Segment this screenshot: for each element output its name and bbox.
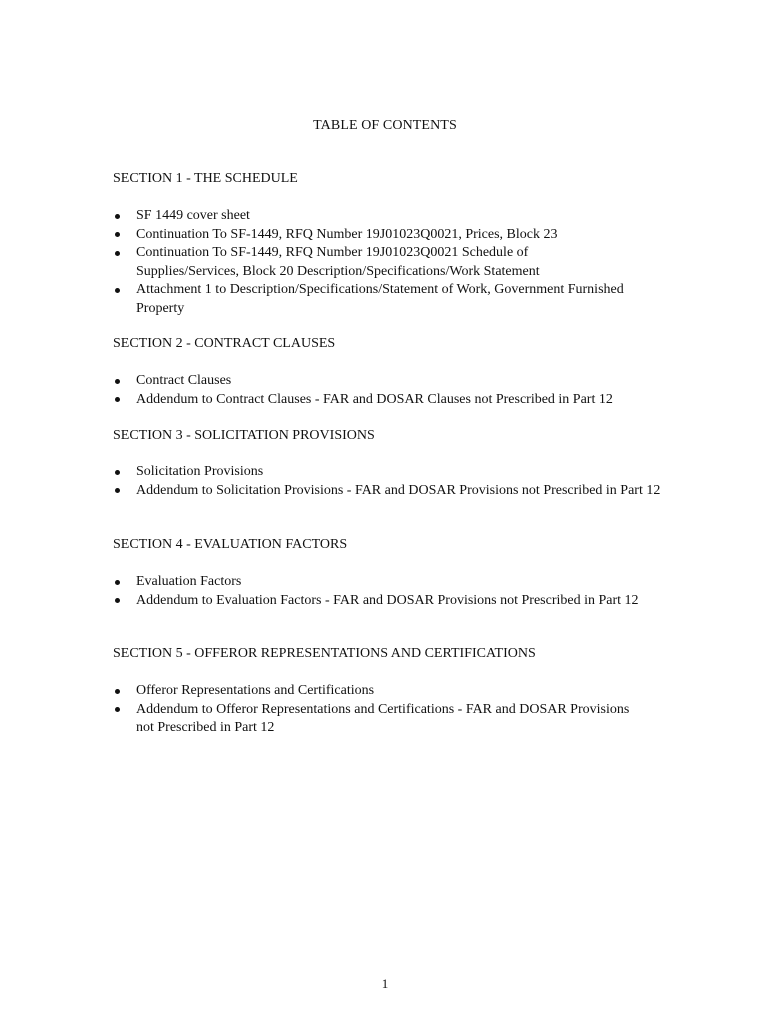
list-item <box>113 391 673 410</box>
section-heading-1: SECTION 1 - THE SCHEDULE <box>113 171 298 186</box>
page-number: 1 <box>381 976 389 991</box>
list-item-text: Addendum to Contract Clauses - FAR and DOSAR Clauses not Prescribed in Part 12 <box>136 391 613 407</box>
section-heading-3: SECTION 3 - SOLICITATION PROVISIONS <box>113 428 375 443</box>
list-item-text: SF 1449 cover sheet <box>136 208 250 223</box>
list-item-text: Addendum to Offeror Representations and Certifications - FAR and DOSAR Provisions not Prescribed in Part 12 <box>136 701 630 735</box>
list-item-text: Offeror Representations and Certifications <box>136 683 375 698</box>
bullet-icon <box>115 689 120 694</box>
section-heading-5: SECTION 5 - OFFEROR REPRESENTATIONS AND CERTIFICATIONS <box>113 646 536 661</box>
bullet-icon <box>115 214 120 219</box>
bullet-icon <box>115 488 120 493</box>
list-item-text: Attachment 1 to Description/Specifications/Statement of Work, Government Furnished Property <box>136 282 624 316</box>
list-item <box>113 281 626 318</box>
list-item <box>113 244 586 281</box>
list-item-text: Solicitation Provisions <box>136 464 264 479</box>
bullet-icon <box>115 379 120 384</box>
list-item <box>113 482 684 501</box>
list-item-text: Addendum to Evaluation Factors - FAR and DOSAR Provisions not Prescribed in Part 12 <box>136 592 639 608</box>
section-4-list <box>113 573 673 610</box>
list-item-text: Addendum to Solicitation Provisions - FAR and DOSAR Provisions not Prescribed in Part 12 <box>136 482 661 498</box>
section-heading-2: SECTION 2 - CONTRACT CLAUSES <box>113 336 336 351</box>
section-heading-4: SECTION 4 - EVALUATION FACTORS <box>113 537 348 552</box>
list-item-text: Continuation To SF-1449, RFQ Number 19J01023Q0021 Schedule of Supplies/Services, Block 20 Description/Specifications/Work Statement <box>136 245 540 279</box>
list-item <box>113 701 636 738</box>
page-title: TABLE OF CONTENTS <box>313 118 457 133</box>
list-item <box>113 372 673 391</box>
list-item-text: Evaluation Factors <box>136 574 242 589</box>
bullet-icon <box>115 598 120 603</box>
bullet-icon <box>115 580 120 585</box>
bullet-icon <box>115 707 120 712</box>
list-item <box>113 592 666 611</box>
bullet-icon <box>115 470 120 475</box>
section-1-list <box>113 207 673 318</box>
list-item <box>113 573 673 592</box>
bullet-icon <box>115 232 120 237</box>
list-item <box>113 682 673 701</box>
list-item <box>113 226 673 245</box>
bullet-icon <box>115 397 120 402</box>
section-2-list <box>113 372 673 409</box>
section-3-list <box>113 463 673 500</box>
section-5-list <box>113 682 673 738</box>
list-item-text: Continuation To SF-1449, RFQ Number 19J01023Q0021, Prices, Block 23 <box>136 226 558 242</box>
bullet-icon <box>115 288 120 293</box>
bullet-icon <box>115 251 120 256</box>
list-item-text: Contract Clauses <box>136 373 232 388</box>
list-item <box>113 463 673 482</box>
list-item <box>113 207 673 226</box>
